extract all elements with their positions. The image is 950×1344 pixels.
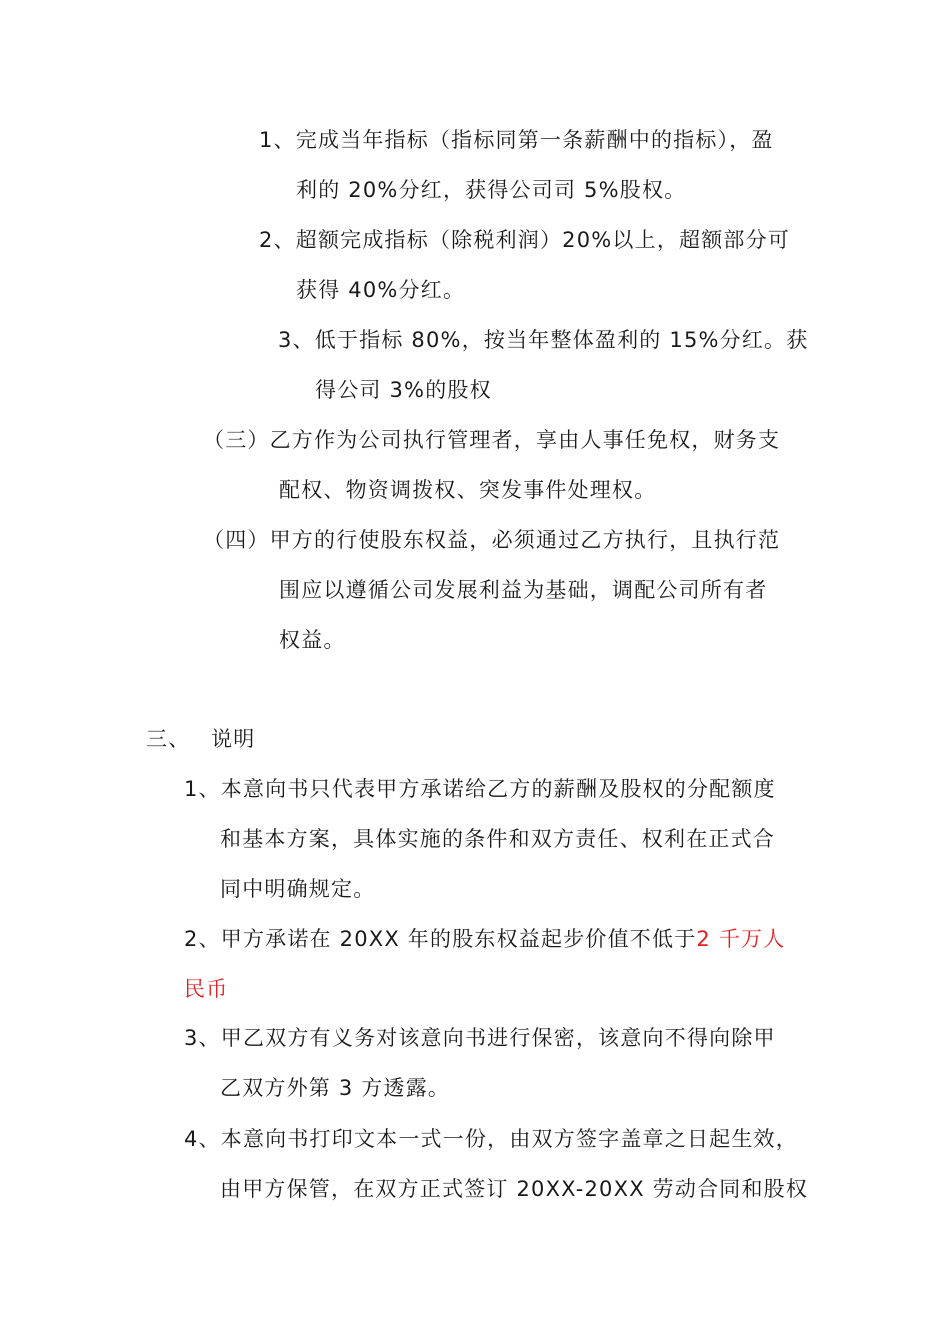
- item-3-line-1: 3、低于指标 80%，按当年整体盈利的 15%分红。获: [278, 328, 809, 352]
- clause-four-line-2: 围应以遵循公司发展利益为基础，调配公司所有者: [279, 578, 768, 602]
- note-2-text: 2、甲方承诺在 20XX 年的股东权益起步价值不低于: [184, 927, 697, 951]
- item-3-line-2: 得公司 3%的股权: [315, 378, 492, 402]
- note-3-line-1: 3、甲乙双方有义务对该意向书进行保密，该意向不得向除甲: [184, 1026, 776, 1050]
- note-3-line-2: 乙双方外第 3 方透露。: [220, 1076, 451, 1100]
- note-4-line-1: 4、本意向书打印文本一式一份，由双方签字盖章之日起生效，: [184, 1127, 798, 1151]
- note-1-line-1: 1、本意向书只代表甲方承诺给乙方的薪酬及股权的分配额度: [184, 777, 776, 801]
- item-1-line-1: 1、完成当年指标（指标同第一条薪酬中的指标），盈: [259, 128, 774, 152]
- section-three-number: 三、: [146, 727, 191, 751]
- note-1-line-3: 同中明确规定。: [220, 877, 376, 901]
- item-1-line-2: 利的 20%分红，获得公司司 5%股权。: [296, 178, 687, 202]
- clause-four-line-1: （四）甲方的行使股东权益，必须通过乙方执行，且执行范: [203, 528, 781, 552]
- clause-three-line-2: 配权、物资调拨权、突发事件处理权。: [279, 478, 657, 502]
- item-2-line-1: 2、超额完成指标（除税利润）20%以上，超额部分可: [259, 228, 791, 252]
- clause-four-line-3: 权益。: [279, 628, 346, 652]
- note-2-highlight-b: 民币: [184, 977, 229, 1001]
- note-4-line-2: 由甲方保管，在双方正式签订 20XX-20XX 劳动合同和股权: [220, 1177, 809, 1201]
- section-three-title: 说明: [211, 727, 256, 751]
- note-1-line-2: 和基本方案，具体实施的条件和双方责任、权利在正式合: [220, 827, 775, 851]
- clause-three-line-1: （三）乙方作为公司执行管理者，享由人事任免权，财务支: [203, 428, 781, 452]
- note-2-line-1: [184, 925, 785, 953]
- item-2-line-2: 获得 40%分红。: [296, 278, 466, 302]
- note-2-highlight-a: 2 千万人: [696, 927, 786, 951]
